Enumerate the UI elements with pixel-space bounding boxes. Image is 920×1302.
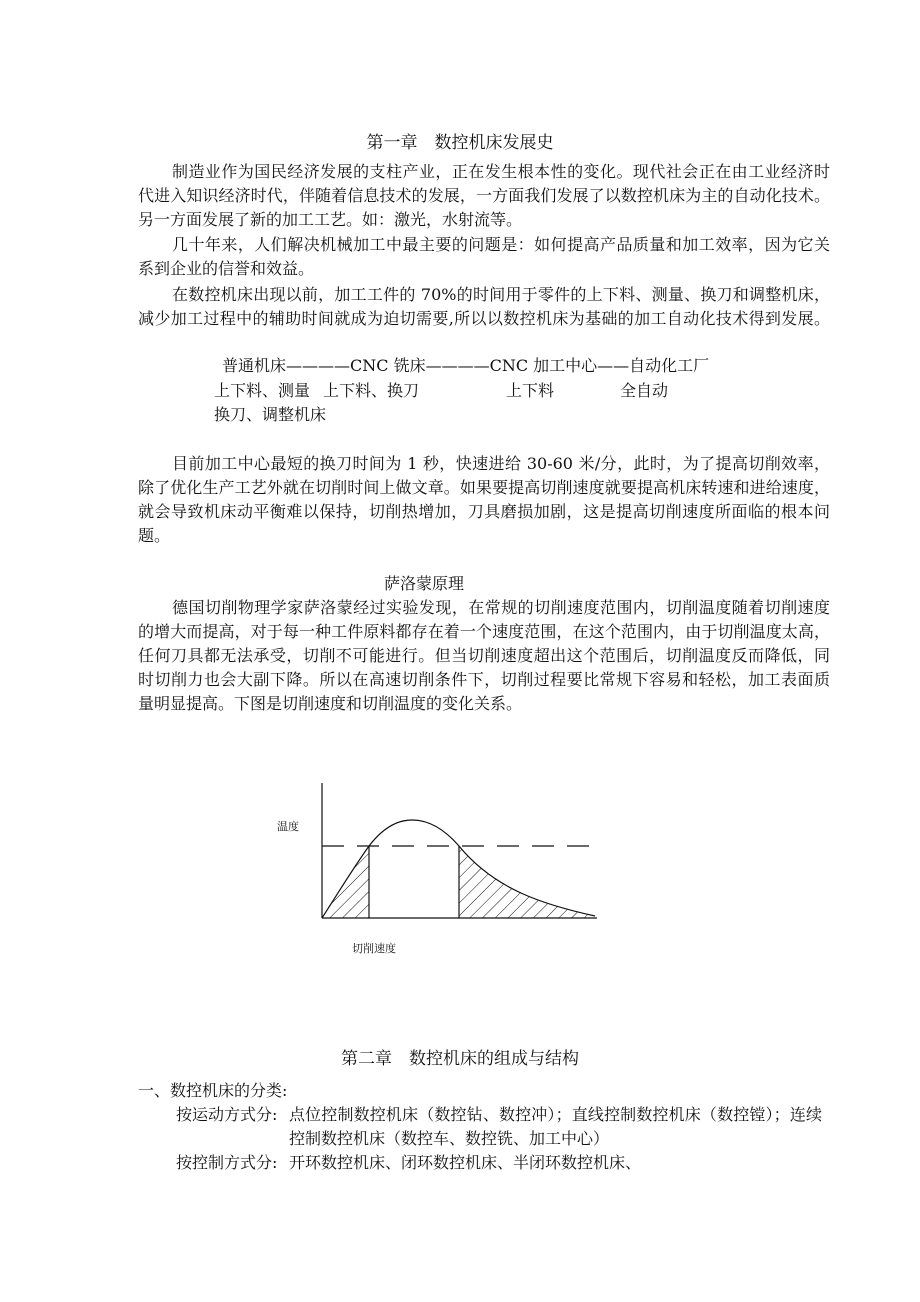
para1-line: 另一方面发展了新的加工工艺。如：激光，水射流等。 xyxy=(138,210,523,229)
flow-note: 全自动 xyxy=(620,381,669,400)
para5-line: 时切削力也会大副下降。所以在高速切削条件下，切削过程要比常规下容易和轻松，加工表面质 xyxy=(138,670,830,689)
flow-note: 上下料 xyxy=(506,381,555,400)
flow-note: 上下料、测量 xyxy=(214,381,311,400)
section-title: 萨洛蒙原理 xyxy=(384,574,465,593)
para5-line: 德国切削物理学家萨洛蒙经过实验发现，在常规的切削速度范围内，切削温度随着切削速度 xyxy=(172,598,830,617)
y-axis-label: 温度 xyxy=(277,820,299,833)
control-text: 开环数控机床、闭环数控机床、半闭环数控机床、 xyxy=(289,1153,642,1172)
para2-line: 系到企业的信誉和效益。 xyxy=(138,259,315,278)
para5-line: 的增大而提高，对于每一种工件原料都存在着一个速度范围，在这个范围内，由于切削温度太高， xyxy=(138,622,830,641)
flow-stages: 普通机床————CNC 铣床————CNC 加工中心——自动化工厂 xyxy=(222,356,710,375)
chapter2-title: 第二章 数控机床的组成与结构 xyxy=(341,1049,579,1069)
para5-line: 任何刀具都无法承受，切削不可能进行。但当切削速度超出这个范围后，切削温度反而降低，同 xyxy=(138,646,830,665)
flow-note: 上下料、换刀 xyxy=(323,381,420,400)
classification-heading: 一、数控机床的分类: xyxy=(138,1081,288,1100)
hatched-region-high-speed xyxy=(459,846,595,918)
motion-text: 点位控制数控机床（数控钻、数控冲）；直线控制数控机床（数控镗）；连续 xyxy=(289,1105,822,1124)
para4-line: 就会导致机床动平衡难以保持，切削热增加，刀具磨损加剧，这是提高切削速度所面临的根本问 xyxy=(138,502,830,521)
motion-text: 控制数控机床（数控车、数控铣、加工中心） xyxy=(289,1129,610,1148)
flow-note: 换刀、调整机床 xyxy=(214,405,327,424)
para3-line: 减少加工过程中的辅助时间就成为迫切需要,所以以数控机床为基础的加工自动化技术得到发展。 xyxy=(138,309,830,328)
para5-line: 量明显提高。下图是切削速度和切削温度的变化关系。 xyxy=(138,694,523,713)
para1-line: 代进入知识经济时代，伴随着信息技术的发展，一方面我们发展了以数控机床为主的自动化技术。 xyxy=(138,186,830,205)
x-axis-label: 切削速度 xyxy=(352,942,396,955)
chapter1-title: 第一章 数控机床发展史 xyxy=(366,133,554,153)
control-label: 按控制方式分: xyxy=(176,1153,278,1172)
motion-label: 按运动方式分: xyxy=(176,1105,278,1124)
para4-line: 题。 xyxy=(138,526,171,545)
para3-line: 在数控机床出现以前，加工工件的 70%的时间用于零件的上下料、测量、换刀和调整机床， xyxy=(172,285,830,304)
para4-line: 除了优化生产工艺外就在切削时间上做文章。如果要提高切削速度就要提高机床转速和进给速度， xyxy=(138,478,830,497)
para1-line: 制造业作为国民经济发展的支柱产业，正在发生根本性的变化。现代社会正在由工业经济时 xyxy=(172,162,830,181)
para4-line: 目前加工中心最短的换刀时间为 1 秒，快速进给 30-60 米/分，此时，为了提高切削效率， xyxy=(172,454,830,473)
para2-line: 几十年来，人们解决机械加工中最主要的问题是：如何提高产品质量和加工效率，因为它关 xyxy=(172,235,830,254)
